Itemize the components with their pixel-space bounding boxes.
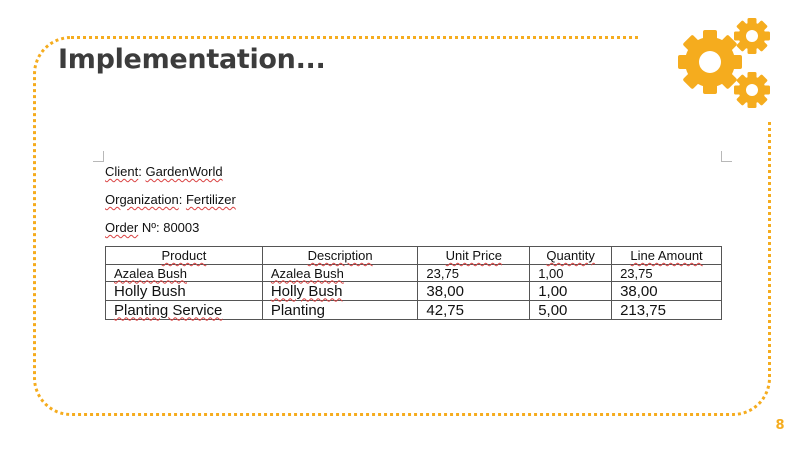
cell-description: Azalea Bush xyxy=(262,265,418,282)
crop-mark-left xyxy=(93,151,104,162)
table-row xyxy=(106,301,722,320)
organization-line: Organization: Fertilizer xyxy=(105,192,236,207)
cell-unit-price: 23,75 xyxy=(418,265,530,282)
header-line-amount: Line Amount xyxy=(612,247,722,265)
table-row xyxy=(106,282,722,301)
slide-title: Implementation... xyxy=(58,44,326,75)
header-unit-price: Unit Price xyxy=(418,247,530,265)
cell-line-amount: 38,00 xyxy=(612,282,722,301)
cell-line-amount: 213,75 xyxy=(612,301,722,320)
organization-label: Organization xyxy=(105,192,179,207)
cell-unit-price: 38,00 xyxy=(418,282,530,301)
cell-product: Planting Service xyxy=(106,301,263,320)
crop-mark-right xyxy=(721,151,732,162)
header-description: Description xyxy=(262,247,418,265)
cell-description: Holly Bush xyxy=(262,282,418,301)
cell-product: Holly Bush xyxy=(106,282,263,301)
order-label: Order xyxy=(105,220,139,235)
cell-line-amount: 23,75 xyxy=(612,265,722,282)
gears-icon xyxy=(672,14,778,114)
page-number: 8 xyxy=(775,418,785,433)
table-header-row xyxy=(106,247,722,265)
cell-unit-price: 42,75 xyxy=(418,301,530,320)
order-line xyxy=(105,220,199,235)
client-line: Client: GardenWorld xyxy=(105,164,223,179)
cell-product: Azalea Bush xyxy=(106,265,263,282)
organization-value: Fertilizer xyxy=(185,192,236,207)
table-row xyxy=(106,265,722,282)
order-value: Nº: 80003 xyxy=(141,220,200,235)
cell-quantity: 5,00 xyxy=(530,301,612,320)
header-quantity: Quantity xyxy=(530,247,612,265)
cell-description: Planting xyxy=(262,301,418,320)
cell-quantity: 1,00 xyxy=(530,265,612,282)
client-label: Client xyxy=(105,164,139,179)
client-value: GardenWorld xyxy=(145,164,223,179)
header-product: Product xyxy=(106,247,263,265)
cell-quantity: 1,00 xyxy=(530,282,612,301)
order-table xyxy=(105,246,722,320)
